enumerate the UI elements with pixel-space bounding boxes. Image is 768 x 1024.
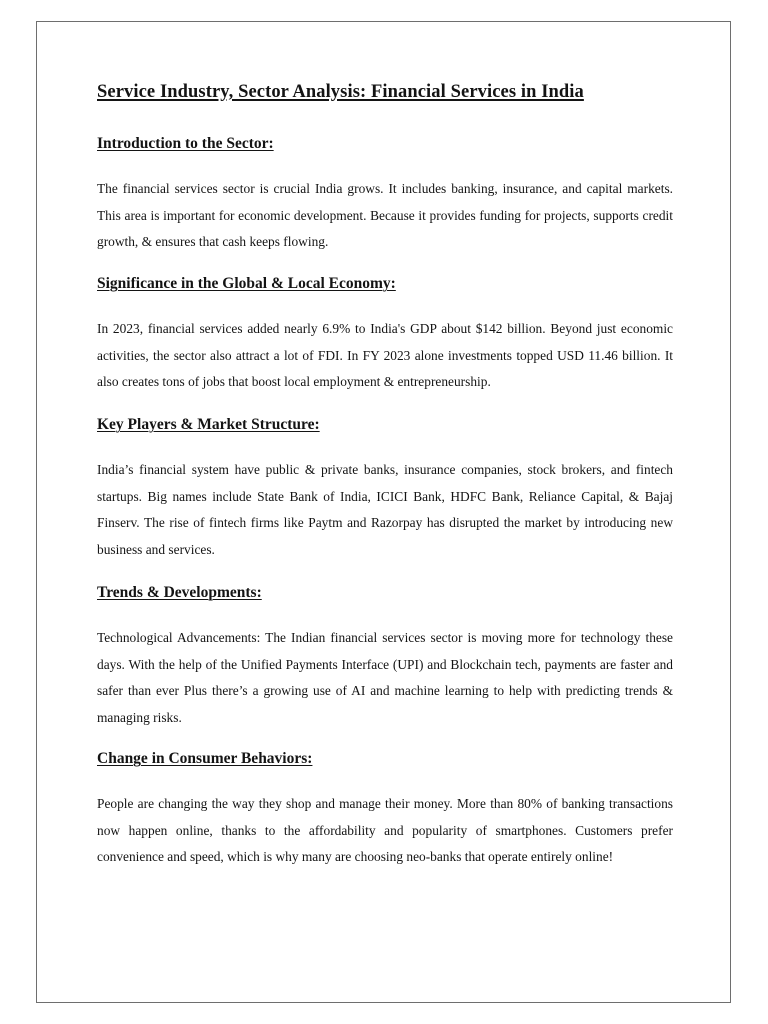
section-body-key-players: India’s financial system have public & private banks, insurance companies, stock brokers, and fintech startups. Big names include State Bank of India, ICICI Bank, HDFC Bank, Reliance Capital, & Bajaj Finserv. The rise of fintech firms like Paytm and Razorpay has disrupted the market by introducing new business and services. [97,462,673,557]
document-title: Service Industry, Sector Analysis: Financial Services in India [97,82,584,102]
section-body-consumer-behaviors: People are changing the way they shop and manage their money. More than 80% of banking transactions now happen online, thanks to the affordability and popularity of smartphones. Customers prefer convenience and speed, which is why many are choosing neo-banks that operate entirely online! [97,796,673,864]
section-body-significance: In 2023, financial services added nearly 6.9% to India's GDP about $142 billion. Beyond just economic activities, the sector also attract a lot of FDI. In FY 2023 alone investments topped USD 11.46 billion. It also creates tons of jobs that boost local employment & entrepreneurship. [97,321,673,389]
section-heading-introduction: Introduction to the Sector: [97,135,274,152]
section-heading-significance: Significance in the Global & Local Economy: [97,275,396,292]
section-heading-trends: Trends & Developments: [97,584,262,601]
section-body-introduction: The financial services sector is crucial India grows. It includes banking, insurance, and capital markets. This area is important for economic development. Because it provides funding for projects, supports credit growth, & ensures that cash keeps flowing. [97,181,673,249]
section-heading-consumer-behaviors: Change in Consumer Behaviors: [97,750,313,767]
section-body-trends: Technological Advancements: The Indian financial services sector is moving more for technology these days. With the help of the Unified Payments Interface (UPI) and Blockchain tech, payments are faster and safer than ever Plus there’s a growing use of AI and machine learning to help with predicting trends & managing risks. [97,630,673,725]
section-heading-key-players: Key Players & Market Structure: [97,416,320,433]
